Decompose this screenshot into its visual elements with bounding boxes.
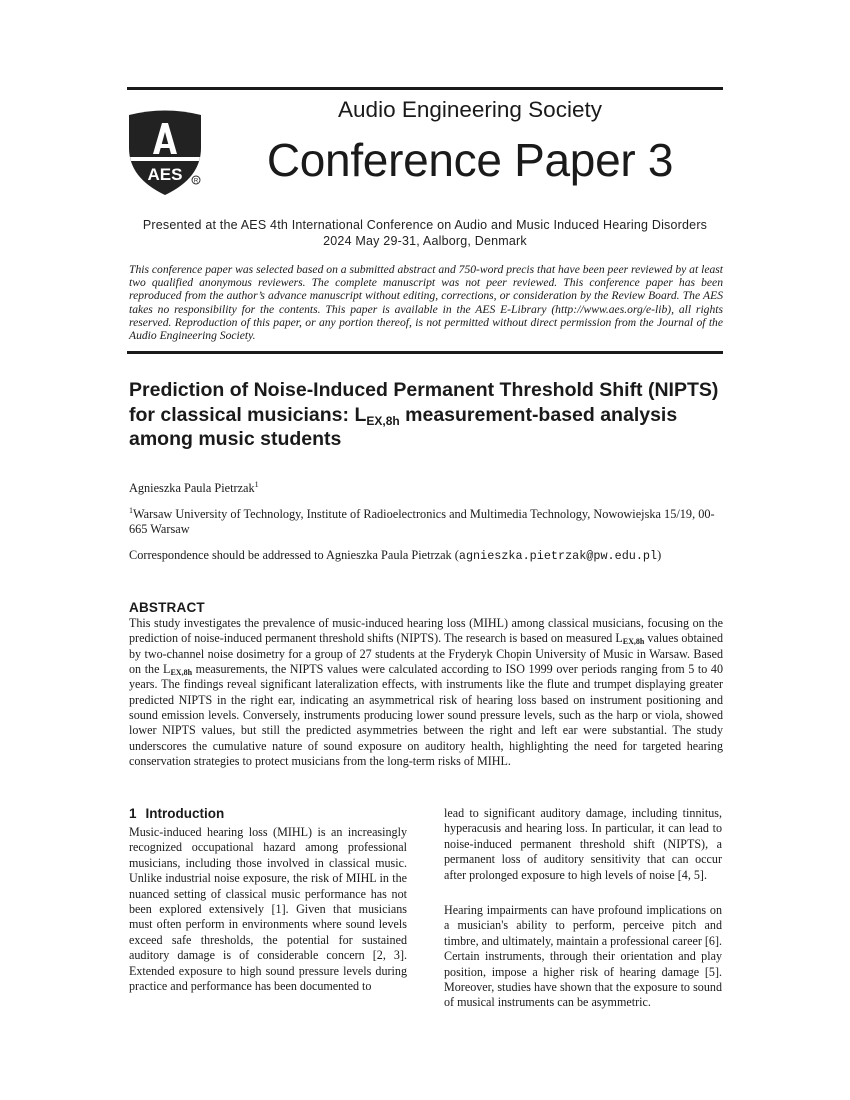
abstract-text-2: values obtained by two-channel noise dosimetry for a group of 27 students at the Fryderyk Chopin University of Music in Warsaw. Based on the L <box>129 631 723 677</box>
author-line <box>129 481 723 496</box>
header-bottom-rule <box>127 351 723 354</box>
presented-at-line: Presented at the AES 4th International Conference on Audio and Music Induced Hearing Disorders <box>142 218 708 232</box>
title-part-2: measurement-based analysis among music students <box>129 403 678 450</box>
abstract-text-1: This study investigates the prevalence of music-induced hearing loss (MIHL) among classical musicians, focusing on the prediction of noise-induced permanent threshold shifts (NIPTS). The research is based on measured L <box>129 616 723 646</box>
section-number: 1 <box>129 806 137 821</box>
paper-title <box>129 378 723 452</box>
author-affiliation-marker: 1 <box>254 479 259 489</box>
author-name: Agnieszka Paula Pietrzak <box>129 481 255 495</box>
intro-paragraph-left: Music-induced hearing loss (MIHL) is an increasingly recognized occupational hazard among professional musicians, including those involved in classical music. Unlike industrial noise exposure, the risk of MIHL in the nuanced setting of classical music performance has not been explored extensively [1]. Given that musicians must often perform in environments where sound levels exceed safe thresholds, the potential for sustained auditory damage is of considerable concern [2, 3]. Extended exposure to high sound pressure levels during practice and performance has been documented to <box>129 825 407 994</box>
conference-date-location: 2024 May 29-31, Aalborg, Denmark <box>323 234 527 248</box>
title-part-1: Prediction of Noise-Induced Permanent Threshold Shift (NIPTS) for classical musicians: L <box>129 379 719 426</box>
correspondence-line <box>129 548 723 564</box>
correspondence-suffix: ) <box>657 548 662 562</box>
review-disclaimer: This conference paper was selected based on a submitted abstract and 750-word precis that have been peer reviewed by at least two qualified anonymous reviewers. The complete manuscript was not peer reviewed. This conference paper has been reproduced from the author’s advance manuscript without editing, corrections, or consideration by the Review Board. The AES takes no responsibility for the contents. This paper is available in the AES E-Library (http://www.aes.org/e-lib), all rights reserved. Reproduction of this paper, or any portion thereof, is not permitted without direct permission from the Journal of the Audio Engineering Society. <box>129 263 723 343</box>
abstract-body <box>129 616 723 769</box>
section-title: Introduction <box>145 806 225 821</box>
intro-paragraph-right-1: lead to significant auditory damage, including tinnitus, hyperacusis and hearing loss. In particular, it can lead to noise-induced permanent threshold shift (NIPTS), a permanent loss of auditory sensitivity that can occur after prolonged exposure to high levels of noise [4, 5]. <box>444 806 722 882</box>
affiliation-marker: 1 <box>129 505 133 515</box>
correspondence-email[interactable]: agnieszka.pietrzak@pw.edu.pl <box>458 549 658 563</box>
correspondence-prefix: Correspondence should be addressed to Agnieszka Paula Pietrzak ( <box>129 548 459 562</box>
paper-type-title: Conference Paper 3 <box>266 134 674 186</box>
intro-paragraph-right-2: Hearing impairments can have profound implications on a musician's ability to perform, perceive pitch and timbre, and ultimately, maintain a professional career [6]. Certain instruments, through their orientation and play position, impose a higher risk of hearing damage [5]. Moreover, studies have shown that the exposure to sound of musical instruments can be asymmetric. <box>444 903 722 1010</box>
abstract-heading: ABSTRACT <box>129 600 205 615</box>
society-name: Audio Engineering Society <box>338 97 602 122</box>
abstract-subscript-1: EX,8h <box>622 637 645 647</box>
svg-text:R: R <box>193 178 199 185</box>
affiliation-text: Warsaw University of Technology, Institute of Radioelectronics and Multimedia Technology, Nowowiejska 15/19, 00-665 Warsaw <box>129 507 715 536</box>
abstract-subscript-2: EX,8h <box>170 668 193 678</box>
title-subscript: EX,8h <box>366 413 400 428</box>
aes-logo <box>126 108 204 196</box>
abstract-text-3: measurements, the NIPTS values were calculated according to ISO 1999 over periods ranging from 5 to 40 years. The findings reveal significant lateralization effects, with instruments like the flute and trumpet displaying greater predicted NIPTS in the right ear, indicating an asymmetrical risk of hearing loss based on instrument positioning and sound emission levels. Conversely, instruments producing lower sound pressure levels, such as the harp or viola, showed lower NIPTS values, but still the predicted asymmetries between the right and left ear were substantial. The study underscores the cumulative nature of sound exposure on auditory health, highlighting the need for targeted hearing conservation strategies to protect musicians from the long-term risks of MIHL. <box>129 662 723 769</box>
section-heading-introduction <box>129 806 224 821</box>
logo-text: AES <box>147 165 183 184</box>
top-rule <box>127 87 723 90</box>
affiliation <box>129 507 723 536</box>
